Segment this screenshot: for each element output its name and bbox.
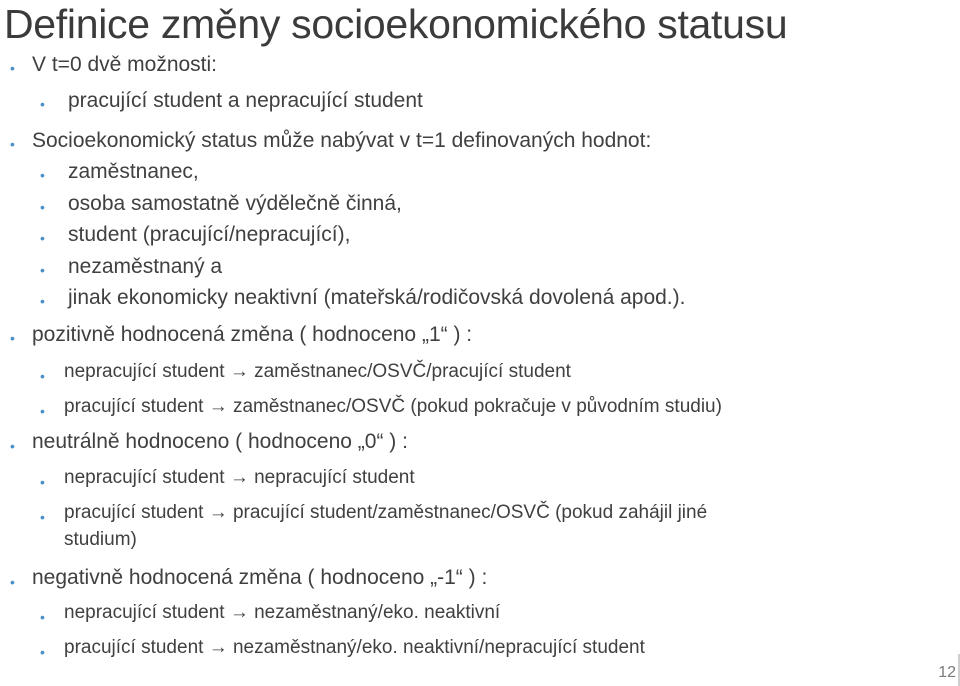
bullet-icon: • bbox=[10, 574, 15, 590]
list-item: pracující student → pracující student/zaměstnanec/OSVČ (pokud zahájil jiné bbox=[64, 502, 708, 523]
list-item: negativně hodnocená změna ( hodnoceno „-1“ ) : bbox=[32, 566, 488, 589]
bullet-icon: • bbox=[40, 96, 45, 112]
list-item: nepracující student → nezaměstnaný/eko. neaktivní bbox=[64, 602, 501, 623]
list-item: nezaměstnaný a bbox=[68, 255, 223, 278]
list-item: jinak ekonomicky neaktivní (mateřská/rodičovská dovolená apod.). bbox=[68, 286, 686, 309]
bullet-icon: • bbox=[10, 60, 15, 76]
bullet-icon: • bbox=[40, 509, 45, 525]
bullet-icon: • bbox=[10, 136, 15, 152]
bullet-icon: • bbox=[40, 262, 45, 278]
list-item: pracující student a nepracující student bbox=[68, 89, 423, 112]
list-item: osoba samostatně výdělečně činná, bbox=[68, 192, 402, 215]
list-item: nepracující student → zaměstnanec/OSVČ/pracující student bbox=[64, 361, 571, 382]
list-item: zaměstnanec, bbox=[68, 160, 199, 183]
bullet-icon: • bbox=[40, 368, 45, 384]
bullet-icon: • bbox=[40, 403, 45, 419]
bullet-icon: • bbox=[10, 330, 15, 346]
list-item: student (pracující/nepracující), bbox=[68, 223, 351, 246]
list-item: Socioekonomický status může nabývat v t=1 definovaných hodnot: bbox=[32, 129, 652, 152]
slide-title: Definice změny socioekonomického statusu bbox=[4, 1, 788, 47]
bullet-icon: • bbox=[40, 167, 45, 183]
bullet-icon: • bbox=[10, 438, 15, 454]
page-number: 12 bbox=[938, 664, 956, 681]
list-item: pracující student → nezaměstnaný/eko. neaktivní/nepracující student bbox=[64, 637, 645, 658]
bullet-icon: • bbox=[40, 230, 45, 246]
bullet-icon: • bbox=[40, 609, 45, 625]
list-item: pozitivně hodnocená změna ( hodnoceno „1“ ) : bbox=[32, 323, 473, 346]
bullet-icon: • bbox=[40, 293, 45, 309]
bullet-icon: • bbox=[40, 644, 45, 660]
list-item: pracující student → zaměstnanec/OSVČ (pokud pokračuje v původním studiu) bbox=[64, 396, 722, 417]
list-item-continuation: studium) bbox=[64, 529, 137, 550]
list-item: nepracující student → nepracující student bbox=[64, 467, 415, 488]
bullet-icon: • bbox=[40, 474, 45, 490]
bullet-icon: • bbox=[40, 199, 45, 215]
list-item: V t=0 dvě možnosti: bbox=[32, 53, 218, 76]
list-item: neutrálně hodnoceno ( hodnoceno „0“ ) : bbox=[32, 430, 408, 453]
